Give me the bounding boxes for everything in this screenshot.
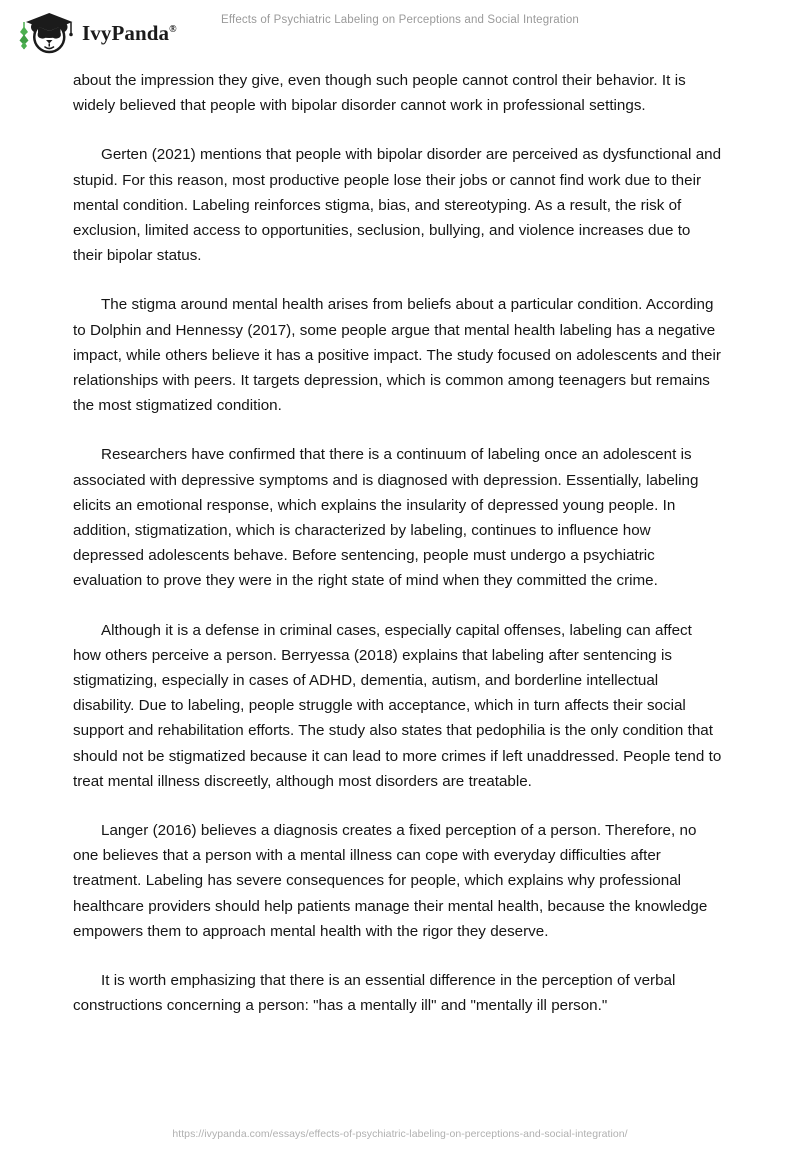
source-url-link[interactable]: https://ivypanda.com/essays/effects-of-psychiatric-labeling-on-perceptions-and-social-integration/ <box>172 1128 628 1140</box>
running-head-document-title: Effects of Psychiatric Labeling on Perceptions and Social Integration <box>221 14 579 26</box>
body-paragraph: Langer (2016) believes a diagnosis creates a fixed perception of a person. Therefore, no one believes that a person with a mental illness can cope with everyday difficulties after treatment. Labeling has severe consequences for people, which explains why professional healthcare providers should help patients manage their mental health, because the knowledge empowers them to approach mental health with the rigor they deserve. <box>73 822 708 940</box>
body-paragraph: about the impression they give, even though such people cannot control their behavior. It is widely believed that people with bipolar disorder cannot work in professional settings. <box>73 72 686 115</box>
body-paragraph: Although it is a defense in criminal cases, especially capital offenses, labeling can affect how others perceive a person. Berryessa (2018) explains that labeling after sentencing is stigmatizing, especially in cases of ADHD, dementia, autism, and borderline intellectual disability. Due to labeling, people struggle with acceptance, which in turn affects their social support and rehabilitation efforts. The study also states that pedophilia is the only condition that should not be stigmatized because it can lead to more crimes if left unaddressed. People tend to treat mental illness discreetly, although most disorders are treatable. <box>73 621 722 790</box>
brand-name-text: IvyPanda <box>82 20 170 45</box>
document-body <box>73 68 723 1019</box>
registered-trademark-icon: ® <box>169 23 177 35</box>
body-paragraph: Researchers have confirmed that there is a continuum of labeling once an adolescent is associated with depressive symptoms and is diagnosed with depression. Essentially, labeling elicits an emotional response, which explains the insularity of depressed young people. In addition, stigmatization, which is characterized by labeling, continues to influence how depressed adolescents behave. Before sentencing, people must undergo a psychiatric evaluation to prove they were in the right state of mind when they committed the crime. <box>73 446 699 590</box>
body-paragraph: It is worth emphasizing that there is an essential difference in the perception of verbal constructions concerning a person: "has a mentally ill" and "mentally ill person." <box>73 972 676 1015</box>
page-header <box>0 0 800 62</box>
page-footer <box>0 1124 800 1142</box>
body-paragraph: Gerten (2021) mentions that people with bipolar disorder are perceived as dysfunctional and stupid. For this reason, most productive people lose their jobs or cannot find work due to their mental condition. Labeling reinforces stigma, bias, and stereotyping. As a result, the risk of exclusion, limited access to opportunities, seclusion, bullying, and violence increases due to their bipolar status. <box>73 146 722 265</box>
body-paragraph: The stigma around mental health arises from beliefs about a particular condition. According to Dolphin and Hennessy (2017), some people argue that mental health labeling has a negative impact, while others believe it has a positive impact. The study focused on adolescents and their relationships with peers. It targets depression, which is common among teenagers but remains the most stigmatized condition. <box>73 296 721 415</box>
